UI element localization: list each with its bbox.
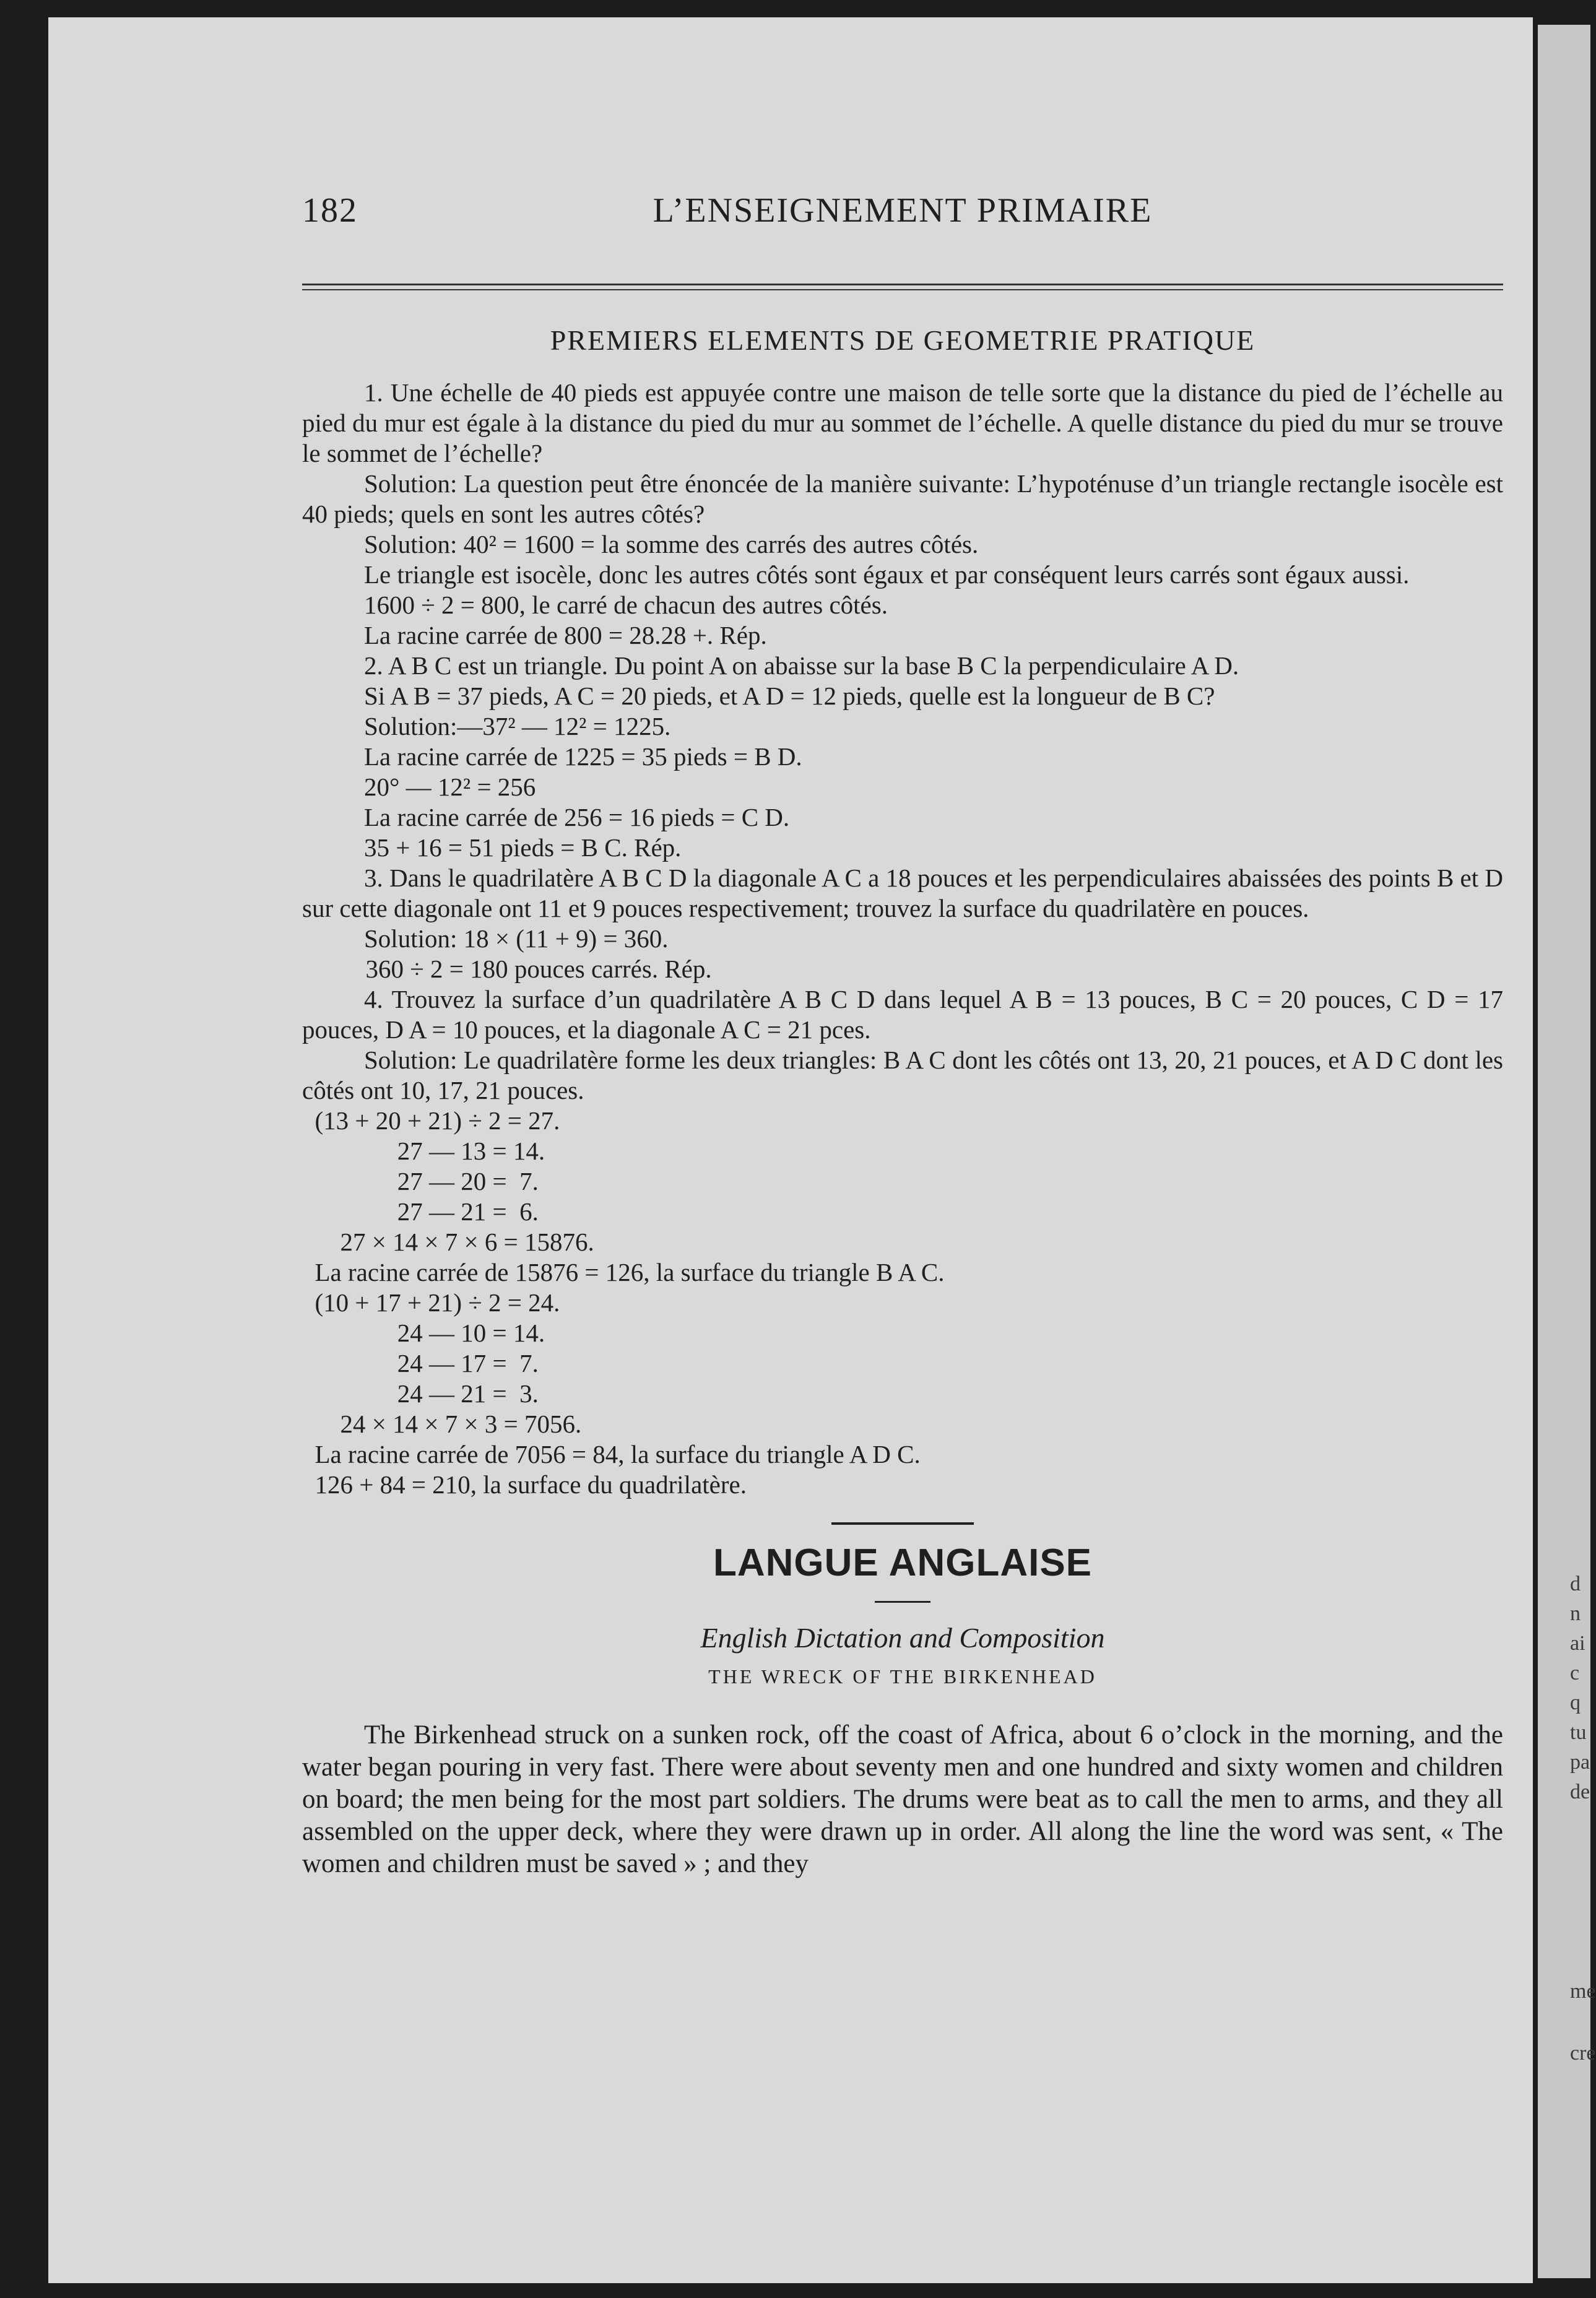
geometry-body [302, 378, 1503, 1500]
book-page [48, 17, 1533, 2283]
next-page-fragment: tu [1570, 1721, 1587, 1744]
page-content [302, 191, 1503, 1880]
running-head [302, 191, 1503, 240]
geometry-title: PREMIERS ELEMENTS DE GEOMETRIE PRATIQUE [550, 324, 1256, 356]
geometry-paragraph: 35 + 16 = 51 pieds = B C. Rép. [364, 833, 682, 862]
story-paragraph: The Birkenhead struck on a sunken rock, off the coast of Africa, about 6 o’clock in the morning, and the water began pouring in very fast. There were about seventy men and one hundred and sixty women and children on board; the men being for the most part soldiers. The drums were beat as to call the men to arms, and they all assembled on the upper deck, where they were drawn up in order. All along the line the word was sent, « The women and children must be saved » ; and they [302, 1720, 1503, 1878]
page-number: 182 [302, 191, 358, 230]
geometry-paragraph: Si A B = 37 pieds, A C = 20 pieds, et A D = 12 pieds, quelle est la longueur de B C? [364, 682, 1215, 710]
geometry-paragraph: Solution:—37² — 12² = 1225. [364, 712, 671, 740]
geometry-paragraph: Solution: Le quadrilatère forme les deux triangles: B A C dont les côtés ont 13, 20, 21 pouces, et A D C dont les côtés ont 10, 17, 21 pouces. [302, 1046, 1503, 1104]
calculation-line: 27 × 14 × 7 × 6 = 15876. [302, 1228, 594, 1256]
section-divider [831, 1522, 974, 1525]
next-page-fragment: q [1570, 1691, 1581, 1714]
calculation-line: (13 + 20 + 21) ÷ 2 = 27. [302, 1106, 560, 1135]
geometry-paragraph: Solution: 40² = 1600 = la somme des carrés des autres côtés. [364, 530, 979, 558]
next-page-fragment: pa [1570, 1751, 1590, 1774]
geometry-paragraph: Le triangle est isocèle, donc les autres côtés sont égaux et par conséquent leurs carrés sont égaux aussi. [364, 560, 1410, 589]
geometry-paragraph: 1. Une échelle de 40 pieds est appuyée contre une maison de telle sorte que la distance du pied de l’échelle au pied du mur est égale à la distance du pied du mur au sommet de l’échelle. A quelle distance du pied du mur se trouve le sommet de l’échelle? [302, 378, 1503, 467]
calculation-line: (10 + 17 + 21) ÷ 2 = 24. [302, 1288, 560, 1317]
calculation-line: 24 — 21 = 3. [302, 1379, 539, 1408]
geometry-paragraph: 2. A B C est un triangle. Du point A on abaisse sur la base B C la perpendiculaire A D. [364, 651, 1239, 680]
calculation-line: 24 × 14 × 7 × 3 = 7056. [302, 1410, 582, 1438]
geometry-paragraph: 20° — 12² = 256 [364, 773, 536, 801]
geometry-paragraph: 3. Dans le quadrilatère A B C D la diagonale A C a 18 pouces et les perpendiculaires abaissées des points B et D sur cette diagonale ont 11 et 9 pouces respectivement; trouvez la surface du quadrilatère en pouces. [302, 864, 1503, 922]
calculation-line: 360 ÷ 2 = 180 pouces carrés. Rép. [302, 955, 712, 983]
calculation-line: 27 — 21 = 6. [302, 1197, 539, 1226]
geometry-paragraph: La racine carrée de 256 = 16 pieds = C D. [364, 803, 790, 831]
calculation-line: 27 — 13 = 14. [302, 1137, 545, 1165]
english-subtitle: English Dictation and Composition [700, 1622, 1105, 1654]
next-page-edge [1538, 25, 1596, 2278]
next-page-fragment: n [1570, 1602, 1581, 1625]
calculation-line: 24 — 10 = 14. [302, 1319, 545, 1347]
next-page-fragment: c [1570, 1662, 1580, 1684]
next-page-fragment: cre [1570, 2042, 1596, 2065]
langue-anglaise-title: LANGUE ANGLAISE [713, 1541, 1093, 1584]
running-title: L’ENSEIGNEMENT PRIMAIRE [653, 191, 1153, 230]
calculation-line: La racine carrée de 15876 = 126, la surface du triangle B A C. [302, 1258, 945, 1286]
next-page-fragment: me [1570, 1980, 1596, 2003]
title-underline [875, 1601, 930, 1603]
next-page-fragment: ai [1570, 1632, 1585, 1655]
calculation-line: 126 + 84 = 210, la surface du quadrilatère. [302, 1470, 747, 1499]
next-page-fragment: d [1570, 1572, 1581, 1595]
geometry-paragraph: La racine carrée de 800 = 28.28 +. Rép. [364, 621, 767, 649]
calculation-line: 24 — 17 = 7. [302, 1349, 539, 1377]
calculation-line: La racine carrée de 7056 = 84, la surface du triangle A D C. [302, 1440, 921, 1468]
story-title: THE WRECK OF THE BIRKENHEAD [708, 1665, 1097, 1688]
geometry-paragraph: 1600 ÷ 2 = 800, le carré de chacun des autres côtés. [364, 591, 888, 619]
geometry-paragraph: La racine carrée de 1225 = 35 pieds = B D. [364, 742, 802, 771]
geometry-paragraph: 4. Trouvez la surface d’un quadrilatère A B C D dans lequel A B = 13 pouces, B C = 20 pouces, C D = 17 pouces, D A = 10 pouces, et la diagonale A C = 21 pces. [302, 985, 1503, 1044]
geometry-paragraph: Solution: 18 × (11 + 9) = 360. [364, 924, 669, 953]
next-page-fragment: de [1570, 1780, 1590, 1803]
header-rule [302, 284, 1503, 290]
calculation-line: 27 — 20 = 7. [302, 1167, 539, 1195]
geometry-paragraph: Solution: La question peut être énoncée de la manière suivante: L’hypoténuse d’un triangle rectangle isocèle est 40 pieds; quels en sont les autres côtés? [302, 469, 1503, 528]
